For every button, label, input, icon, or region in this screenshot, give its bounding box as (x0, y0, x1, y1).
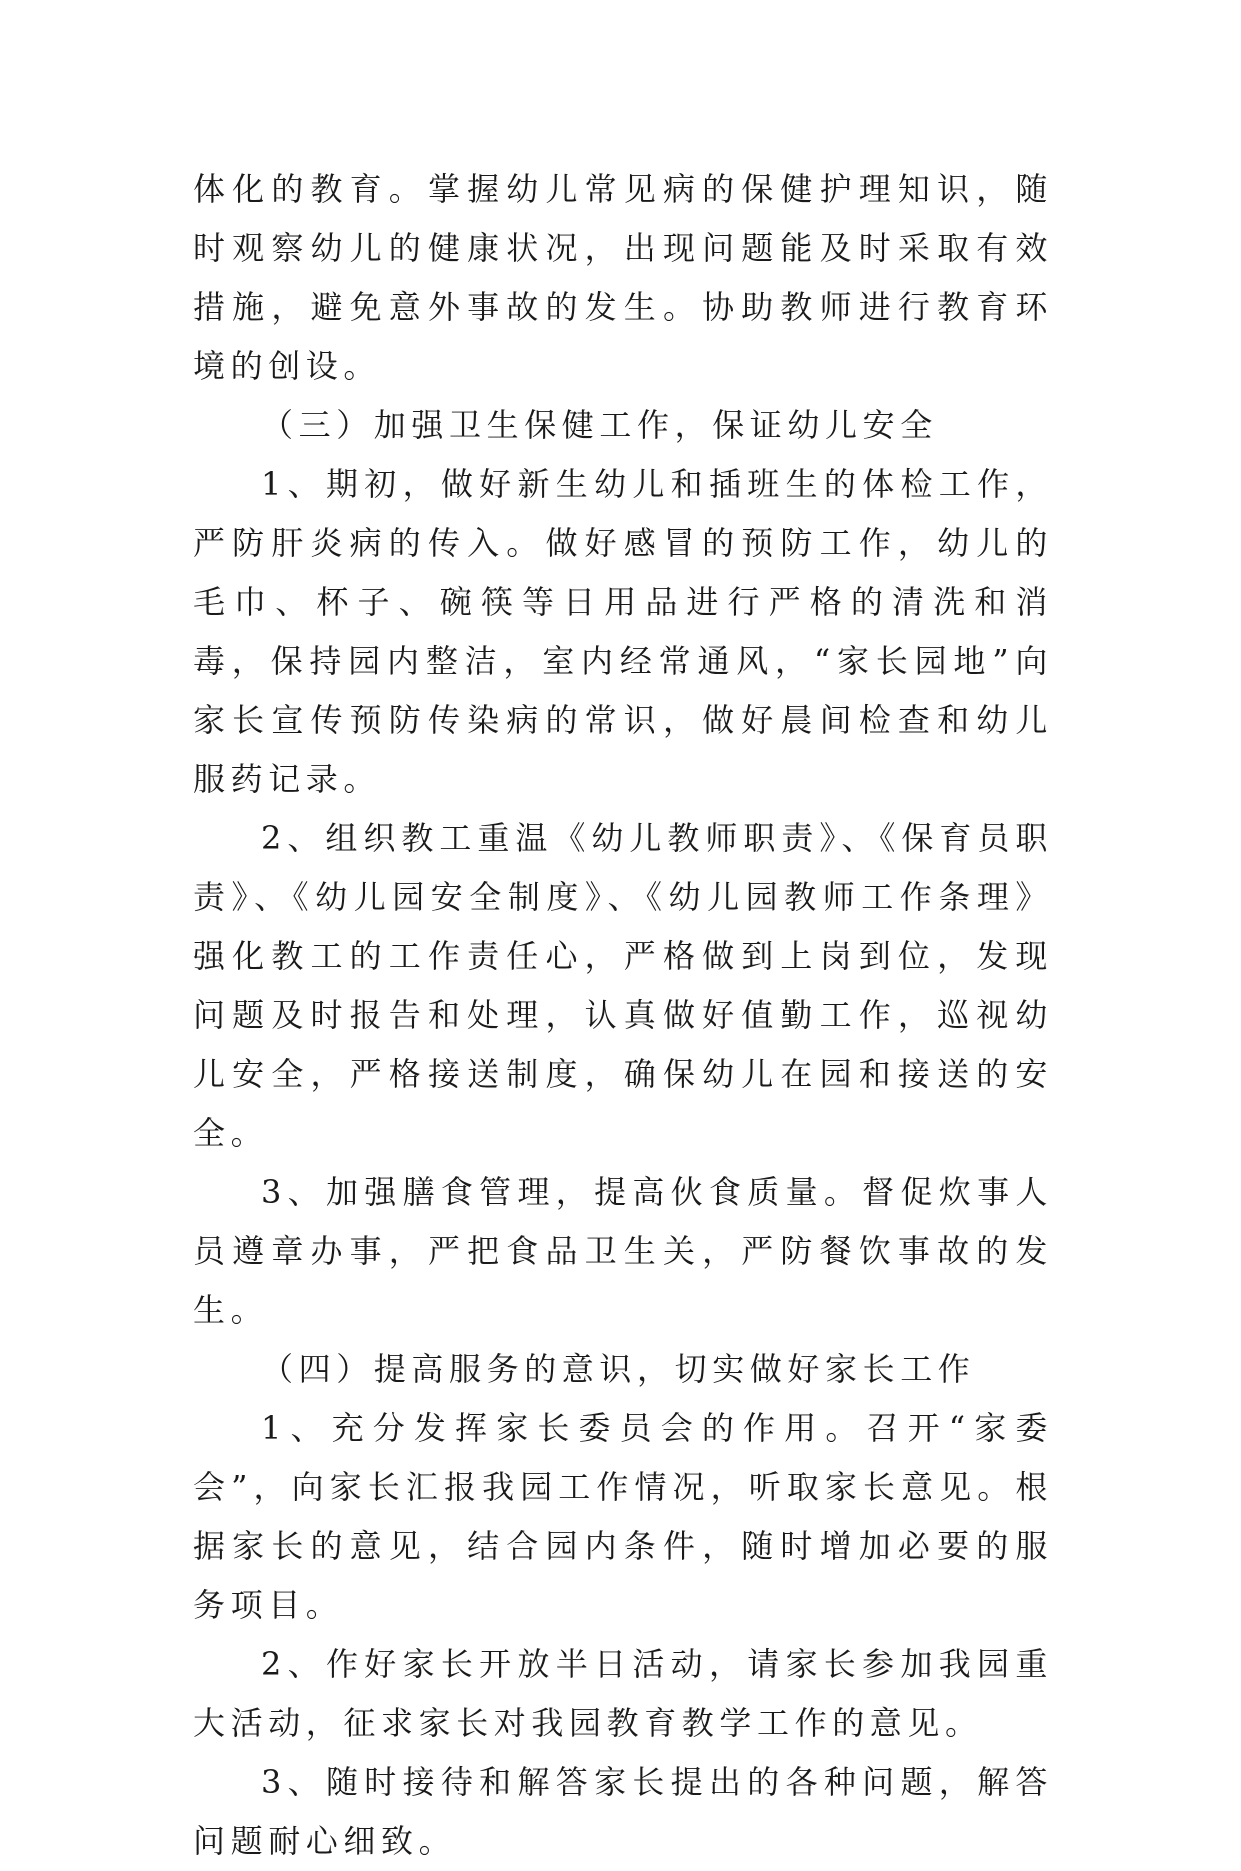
paragraph-item-3: 3、加强膳食管理，提高伙食质量。督促炊事人员遵章办事，严把食品卫生关，严防餐饮事故的发生。 (193, 1173, 1053, 1329)
paragraph-item-1-parents: 1、充分发挥家长委员会的作用。召开“家委会”，向家长汇报我园工作情况，听取家长意见。根据家长的意见，结合园内条件，随时增加必要的服务项目。 (193, 1409, 1053, 1624)
paragraph-item-1: 1、期初，做好新生幼儿和插班生的体检工作，严防肝炎病的传入。做好感冒的预防工作，幼儿的毛巾、杯子、碗筷等日用品进行严格的清洗和消毒，保持园内整洁，室内经常通风，“家长园地”向家长宣传预防传染病的常识，做好晨间检查和幼儿服药记录。 (193, 465, 1053, 798)
paragraph-continuation: 体化的教育。掌握幼儿常见病的保健护理知识，随时观察幼儿的健康状况，出现问题能及时采取有效措施，避免意外事故的发生。协助教师进行教育环境的创设。 (193, 170, 1053, 385)
section-heading-four: （四）提高服务的意识，切实做好家长工作 (261, 1350, 976, 1388)
paragraph-item-2: 2、组织教工重温《幼儿教师职责》、《保育员职责》、《幼儿园安全制度》、《幼儿园教师工作条理》强化教工的工作责任心，严格做到上岗到位，发现问题及时报告和处理，认真做好值勤工作，巡视幼儿安全，严格接送制度，确保幼儿在园和接送的安全。 (193, 819, 1053, 1152)
paragraph-item-2-parents: 2、作好家长开放半日活动，请家长参加我园重大活动，征求家长对我园教育教学工作的意见。 (193, 1645, 1053, 1742)
section-heading-three: （三）加强卫生保健工作，保证幼儿安全 (261, 406, 938, 444)
paragraph-item-3-parents: 3、随时接待和解答家长提出的各种问题，解答问题耐心细致。 (193, 1763, 1053, 1860)
document-body (193, 160, 1053, 1871)
